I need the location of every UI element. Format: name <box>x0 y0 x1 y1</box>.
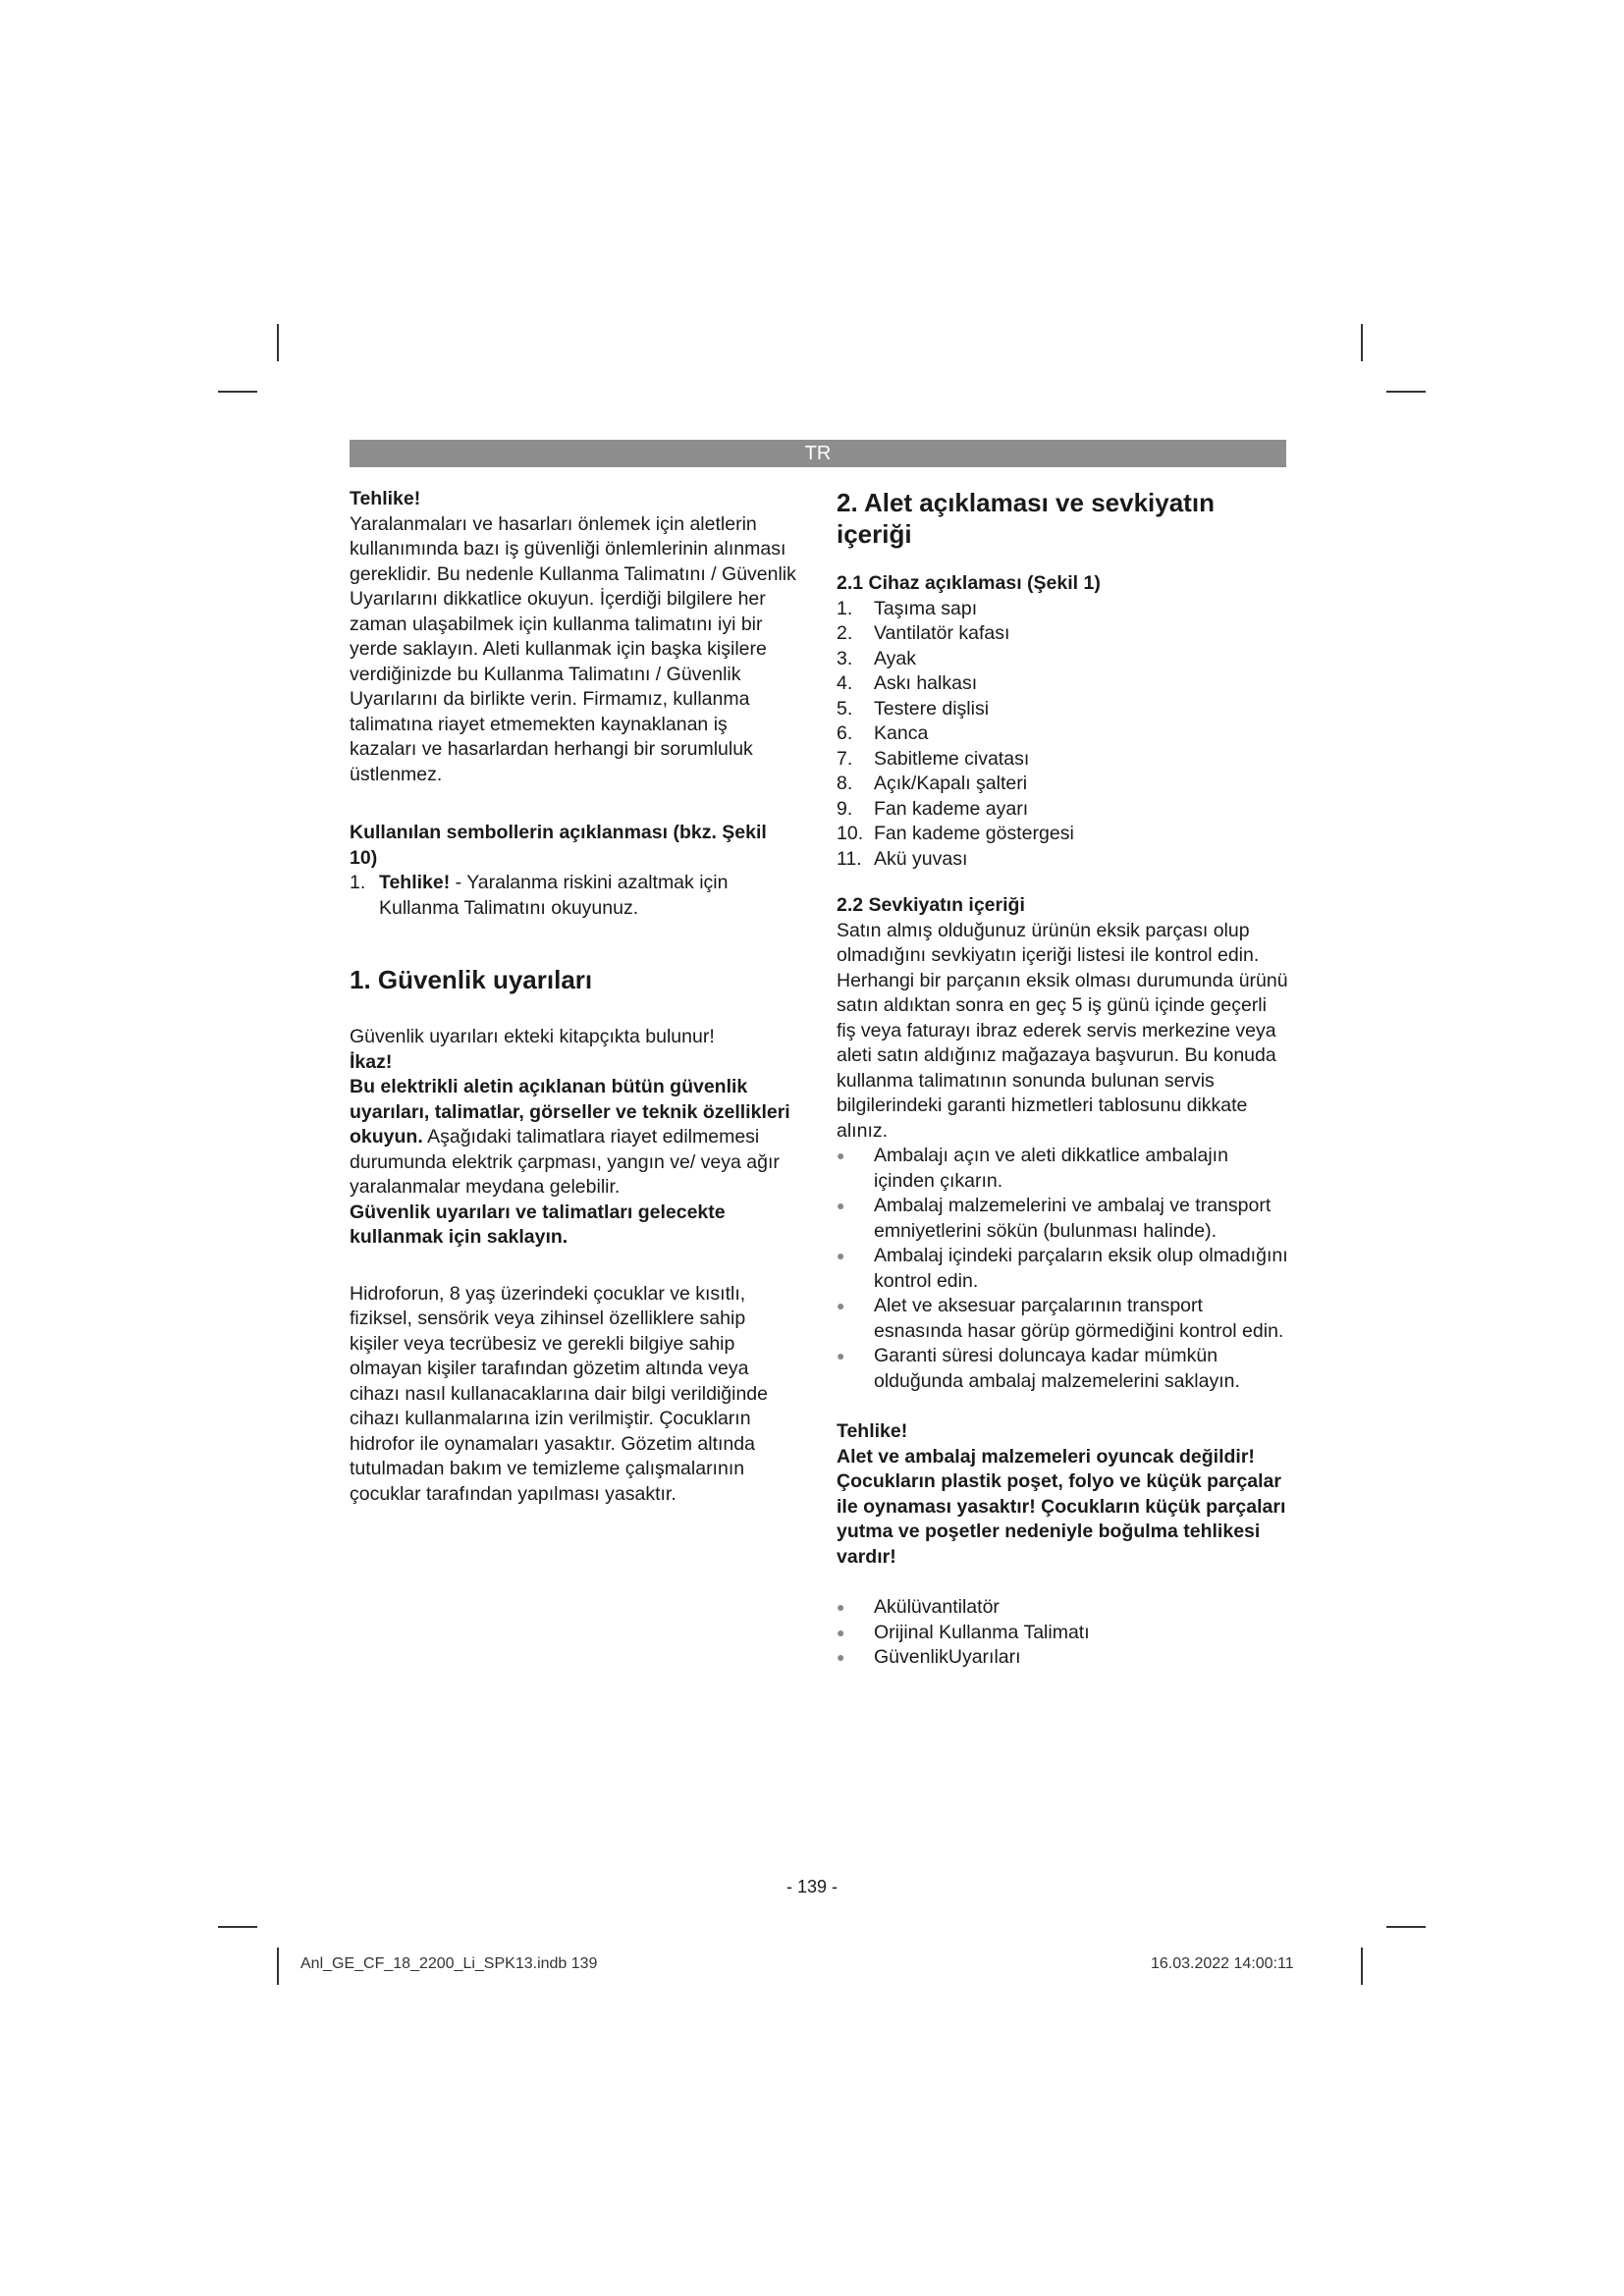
bullet-icon: ● <box>837 1298 845 1313</box>
children-notice: Hidroforun, 8 yaş üzerindeki çocuklar ve kısıtlı, fiziksel, sensörik veya zihinsel özelliklere sahip kişiler veya tecrübesiz ve gerekli bilgiye sahip olmayan kişiler tarafından gözetim altında veya cihazı nasıl kullanacaklarına dair bilgi verildiğinde cihazı kullanmalarına izin verilmiştir. Çocukların hidrofor ile oynamaları yasaktır. Gözetim altında tutulmadan bakım ve temizleme çalışmalarının çocuklar tarafından yapılması yasaktır. <box>350 1282 768 1505</box>
keep-instructions: Güvenlik uyarıları ve talimatları gelecekte kullanmak için saklayın. <box>350 1201 726 1248</box>
symbols-item-bold: Tehlike! <box>379 872 451 893</box>
list-item: 10. Fan kademe göstergesi <box>837 823 1074 844</box>
bullet-icon: ● <box>837 1248 845 1263</box>
warning-paragraph <box>350 1075 799 1201</box>
warning-label: İkaz! <box>350 1050 393 1073</box>
contents-list <box>837 1595 1288 1671</box>
list-item: 9. Fan kademe ayarı <box>837 797 1029 820</box>
list-item: 4. Askı halkası <box>837 672 978 694</box>
delivery-steps <box>837 1144 1288 1394</box>
list-item: 1. Taşıma sapı <box>837 597 978 619</box>
crop-mark <box>1386 391 1426 393</box>
symbols-item-content <box>379 871 799 921</box>
footer-file: Anl_GE_CF_18_2200_Li_SPK13.indb 139 <box>300 1955 598 1972</box>
list-item: 7. Sabitleme civatası <box>837 747 1030 770</box>
bullet-icon: ● <box>837 1649 845 1665</box>
crop-mark <box>277 1948 279 1985</box>
delivery-text: Satın almış olduğunuz ürünün eksik parçası olup olmadığını sevkiyatın içeriği listesi ile kontrol edin. Herhangi bir parçanın eksik olması durumunda ürünü satın aldıktan sonra en geç 5 iş günü içinde geçerli fiş veya faturayı ibraz ederek servis merkezine veya aleti satın aldığınız mağazaya başvurun. Bu konuda kullanma talimatının sonunda bulunan servis bilgilerindeki garanti hizmetleri tablosunu dikkate alınız. <box>837 919 1288 1142</box>
list-item: 8. Açık/Kapalı şalteri <box>837 773 1028 794</box>
left-column <box>350 487 799 1507</box>
language-bar: TR <box>350 440 1286 467</box>
list-item: 3. Ayak <box>837 647 916 669</box>
danger-text: Yaralanmaları ve hasarları önlemek için aletlerin kullanımında bazı iş güvenliği önlemlerinin alınması gereklidir. Bu nedenle Kullanma Talimatını / Güvenlik Uyarılarını dikkatlice okuyun. İçerdiği bilgilere her zaman ulaşabilmek için kullanma talimatını iyi bir yerde saklayın. Aleti kullanmak için başka kişilere verdiğinizde bu Kullanma Talimatını / Güvenlik Uyarılarını da birlikte verin. Firmamız, kullanma talimatına riayet etmemekten kaynaklanan iş kazaları ve hasarlardan herhangi bir sorumluluk üstlenmez. <box>350 512 796 785</box>
symbols-item <box>350 871 799 921</box>
footer-datetime: 16.03.2022 14:00:11 <box>1151 1955 1294 1972</box>
page-number: - 139 - <box>785 1877 839 1896</box>
list-item: 2. Vantilatör kafası <box>837 622 1010 644</box>
list-item: 6. Kanca <box>837 722 929 744</box>
list-item: 11. Akü yuvası <box>837 847 968 870</box>
danger-title: Tehlike! <box>350 488 421 509</box>
symbols-item-number: 1. <box>350 872 366 893</box>
crop-mark <box>218 391 257 393</box>
warning-text: Aşağıdaki talimatlara riayet edilmemesi durumunda elektrik çarpması, yangın ve/ veya ağır yaralanmalar meydana gelebilir. <box>350 1126 780 1198</box>
list-item: ● Akülüvantilatör <box>837 1595 1288 1621</box>
bullet-icon: ● <box>837 1148 845 1163</box>
crop-mark <box>1361 1948 1363 1985</box>
subsection21-title: 2.1 Cihaz açıklaması (Şekil 1) <box>837 572 1101 594</box>
section1-title: 1. Güvenlik uyarıları <box>350 965 593 994</box>
bullet-icon: ● <box>837 1599 845 1615</box>
bullet-icon: ● <box>837 1198 845 1213</box>
bullet-icon: ● <box>837 1348 845 1363</box>
crop-mark <box>277 324 279 361</box>
list-item: ● Garanti süresi doluncaya kadar mümkün olduğunda ambalaj malzemelerini saklayın. <box>837 1344 1288 1394</box>
symbols-title: Kullanılan sembollerin açıklanması (bkz. Şekil 10) <box>350 822 767 869</box>
list-item: ● Ambalaj malzemelerini ve ambalaj ve transport emniyetlerini sökün (bulunması halinde). <box>837 1194 1288 1244</box>
list-item: 5. Testere dişlisi <box>837 697 990 720</box>
section2-title: 2. Alet açıklaması ve sevkiyatın içeriği <box>837 488 1215 549</box>
list-item: ● Orijinal Kullanma Talimatı <box>837 1621 1288 1646</box>
subsection22-title: 2.2 Sevkiyatın içeriği <box>837 894 1025 916</box>
list-item: ● GüvenlikUyarıları <box>837 1645 1288 1671</box>
crop-mark <box>218 1926 257 1928</box>
crop-mark <box>1386 1926 1426 1928</box>
crop-mark <box>1361 324 1363 361</box>
list-item: ● Ambalaj içindeki parçaların eksik olup olmadığını kontrol edin. <box>837 1244 1288 1294</box>
list-item: ● Alet ve aksesuar parçalarının transport esnasında hasar görüp görmediğini kontrol edin. <box>837 1294 1288 1344</box>
list-item: ● Ambalajı açın ve aleti dikkatlice ambalajın içinden çıkarın. <box>837 1144 1288 1194</box>
danger2-title: Tehlike! <box>837 1420 908 1442</box>
right-column <box>837 487 1288 1671</box>
danger2-text: Alet ve ambalaj malzemeleri oyuncak değildir! Çocukların plastik poşet, folyo ve küçük parçalar ile oynaması yasaktır! Çocukların küçük parçaları yutma ve poşetler nedeniyle boğulma tehlikesi vardır! <box>837 1445 1286 1568</box>
section1-intro: Güvenlik uyarıları ekteki kitapçıkta bulunur! <box>350 1026 715 1047</box>
symbols-item-text: - Yaralanma riskini azaltmak için Kullanma Talimatını okuyunuz. <box>379 872 729 919</box>
warning-bold: Bu elektrikli aletin açıklanan bütün güvenlik uyarıları, talimatlar, görseller ve teknik özellikleri okuyun. <box>350 1076 790 1148</box>
parts-list <box>837 597 1288 873</box>
bullet-icon: ● <box>837 1624 845 1640</box>
